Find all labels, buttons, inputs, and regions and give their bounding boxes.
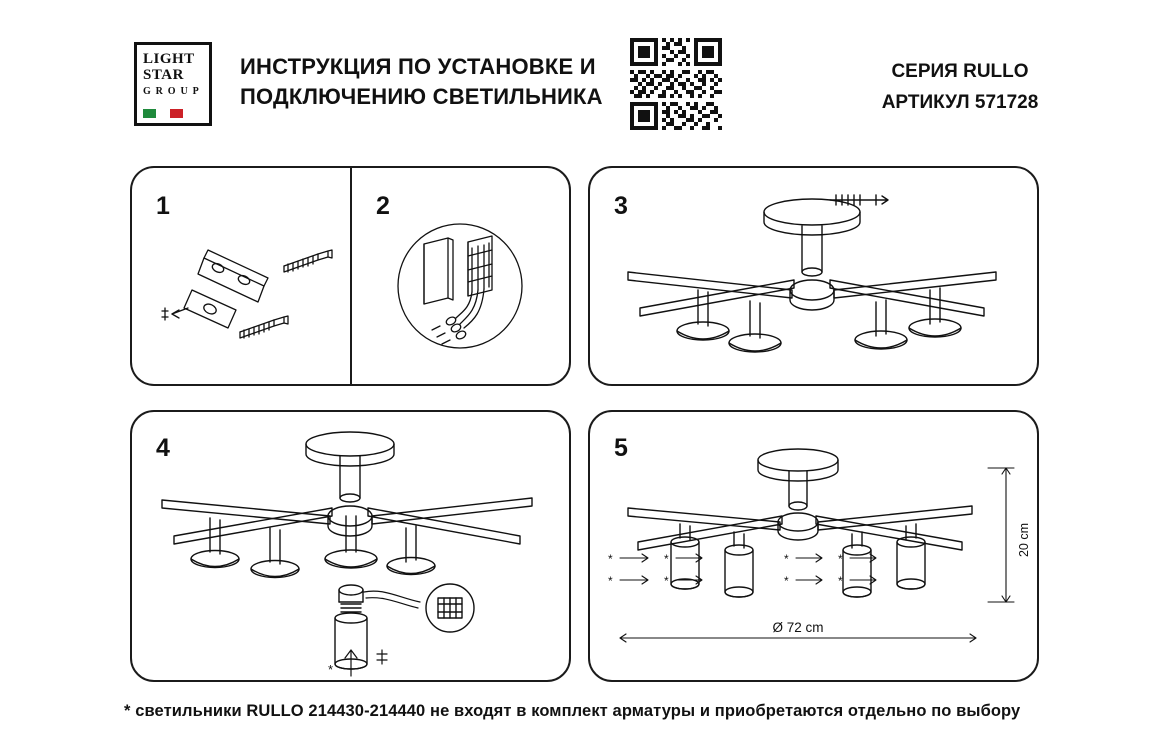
logo-line-2: STAR	[143, 67, 184, 83]
asterisk-mark-5d: *	[664, 574, 669, 588]
brand-logo	[134, 42, 212, 126]
footnote-text: * светильники RULLO 214430-214440 не входят в комплект арматуры и приобретаются отдельно по выбору	[124, 702, 1021, 720]
step-panel-1	[130, 166, 350, 386]
step-3-illustration	[590, 168, 1037, 384]
step-panel-2	[350, 166, 571, 386]
asterisk-mark-5e: *	[784, 552, 789, 566]
height-dimension-label: 20 cm	[1017, 522, 1031, 558]
series-label: СЕРИЯ RULLO	[891, 61, 1029, 82]
asterisk-mark-5a: *	[608, 552, 613, 566]
step-panel-4	[130, 410, 571, 682]
step-number-4: 4	[156, 434, 170, 462]
step-panel-5	[588, 410, 1039, 682]
page-title: ИНСТРУКЦИЯ ПО УСТАНОВКЕ И ПОДКЛЮЧЕНИЮ СВЕТИЛЬНИКА	[240, 54, 603, 109]
qr-code-icon	[630, 38, 722, 130]
asterisk-mark-5c: *	[664, 552, 669, 566]
asterisk-mark-5f: *	[784, 574, 789, 588]
diameter-dimension-label: Ø 72 cm	[772, 620, 824, 635]
step-4-illustration	[132, 412, 569, 680]
step-5-illustration	[590, 412, 1037, 680]
asterisk-mark-5b: *	[608, 574, 613, 588]
step-number-5: 5	[614, 434, 628, 462]
step-number-2: 2	[376, 192, 390, 220]
asterisk-mark-5h: *	[838, 574, 843, 588]
italian-flag-icon	[143, 109, 183, 118]
logo-line-1: LIGHT	[143, 51, 195, 67]
article-label: АРТИКУЛ 571728	[881, 92, 1039, 113]
asterisk-mark-5g: *	[838, 552, 843, 566]
product-identity	[790, 56, 1130, 118]
logo-line-3: G R O U P	[143, 86, 200, 97]
step-panel-3	[588, 166, 1039, 386]
header	[0, 0, 1169, 150]
step-number-1: 1	[156, 192, 170, 220]
step-number-3: 3	[614, 192, 628, 220]
asterisk-mark-4a: *	[328, 662, 334, 677]
